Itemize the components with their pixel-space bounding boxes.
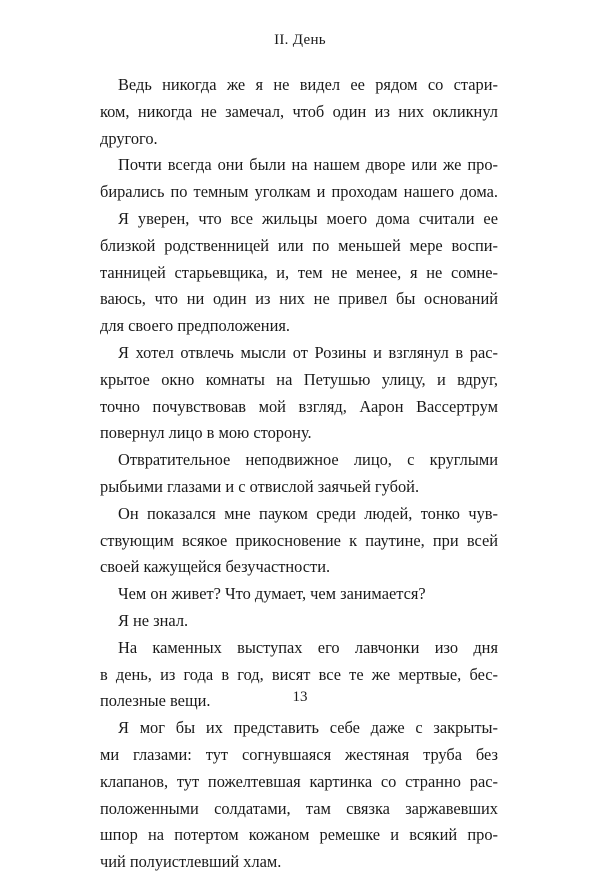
text-line: танницей старьевщика, и, тем не менее, я не сомне- bbox=[100, 262, 498, 282]
text-line: повернул лицо в мою сторону. bbox=[100, 423, 312, 443]
text-line: другого. bbox=[100, 128, 158, 148]
text-line: Отвратительное неподвижное лицо, с круглыми bbox=[118, 450, 498, 470]
text-line: На каменных выступах его лавчонки изо дня bbox=[118, 637, 498, 657]
text-line: клапанов, тут пожелтевшая картинка со странно рас- bbox=[100, 771, 498, 791]
text-line: полезные вещи. bbox=[100, 691, 211, 711]
text-line: чий полуистлевший хлам. bbox=[100, 852, 282, 872]
text-line: для своего предположения. bbox=[100, 316, 290, 336]
text-line: Я уверен, что все жильцы моего дома считали ее bbox=[118, 208, 498, 228]
text-line: Я мог бы их представить себе даже с закрыты- bbox=[118, 718, 498, 738]
text-line: Чем он живет? Что думает, чем занимается? bbox=[118, 584, 426, 604]
text-line: крытое окно комнаты на Петушью улицу, и вдруг, bbox=[100, 369, 498, 389]
text-line: Почти всегда они были на нашем дворе или же про- bbox=[118, 155, 498, 175]
text-line: Я не знал. bbox=[118, 610, 189, 630]
text-line: шпор на потертом кожаном ремешке и всякий про- bbox=[100, 825, 498, 845]
text-line: ком, никогда не замечал, чтоб один из них окликнул bbox=[100, 101, 498, 121]
body-text bbox=[100, 72, 498, 876]
text-line: близкой родственницей или по меньшей мере воспи- bbox=[100, 235, 498, 255]
text-line: рыбьими глазами и с отвислой заячьей губой. bbox=[100, 476, 420, 496]
running-header: II. День bbox=[274, 32, 326, 48]
text-line: Он показался мне пауком среди людей, тонко чув- bbox=[118, 503, 498, 523]
text-line: точно почувствовав мой взгляд, Аарон Вассертрум bbox=[100, 396, 498, 416]
text-line: своей кажущейся безучастности. bbox=[100, 557, 331, 577]
text-line: ми глазами: тут согнувшаяся жестяная труба без bbox=[100, 744, 498, 764]
text-line: в день, из года в год, висят все те же мертвые, бес- bbox=[100, 664, 498, 684]
text-line: ствующим всякое прикосновение к паутине, при всей bbox=[100, 530, 498, 550]
page-number: 13 bbox=[292, 689, 308, 705]
text-line: Я хотел отвлечь мысли от Розины и взглянул в рас- bbox=[118, 342, 498, 362]
text-line: ваюсь, что ни один из них не привел бы оснований bbox=[100, 289, 498, 309]
text-line: бирались по темным уголкам и проходам нашего дома. bbox=[100, 182, 498, 202]
text-line: Ведь никогда же я не видел ее рядом со стари- bbox=[118, 75, 498, 94]
text-line: положенными солдатами, там связка заржавевших bbox=[100, 798, 498, 818]
